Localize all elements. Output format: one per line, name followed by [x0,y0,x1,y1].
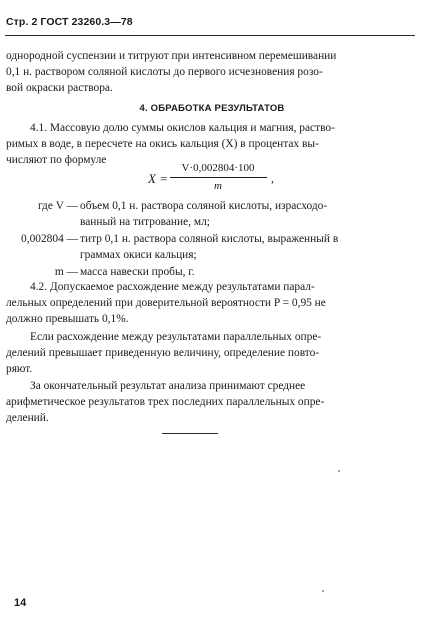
end-divider [162,433,218,434]
formula-numerator: V·0,002804·100 [181,162,255,174]
header-rule [5,35,415,36]
page-number: 14 [14,597,27,609]
legend-term: где V — [37,200,78,212]
scan-speck [338,470,340,472]
pfinal-line-3: делений. [6,412,49,425]
p42-line-2: лельных определений при доверительной вероятности P = 0,95 не [6,297,326,310]
pfinal-line-2: арифметическое результатов трех последних параллельных опре- [6,396,325,409]
intro-line-1: однородной суспензии и титруют при интенсивном перемешивании [6,50,337,62]
legend-definition [80,264,376,280]
p42-line-3: должно превышать 0,1%. [6,313,129,326]
legend-term: 0,002804 — [21,233,78,245]
formula-denominator: m [214,180,222,192]
legend-definition [80,198,376,230]
paragraph-4-2 [6,279,378,328]
paragraph-final [6,378,378,427]
page-header: Стр. 2 ГОСТ 23260.3—78 [6,16,133,28]
pfinal-line-1: За окончательный результат анализа принимают среднее [30,380,306,392]
intro-line-3: вой окраски раствора. [6,82,113,95]
pif-line-1: Если расхождение между результатами параллельных опре- [30,331,322,343]
formula [0,162,424,198]
p42-line-1: 4.2. Допускаемое расхождение между результатами парал- [30,281,315,293]
legend-def-line-1: титр 0,1 н. раствора соляной кислоты, выраженный в [80,233,339,245]
legend-definition [80,231,376,263]
p41-line-2: римых в воде, в пересчете на окись кальция (X) в процентах вы- [6,138,319,151]
legend-def-line-2: ванный на титрование, мл; [80,216,210,228]
fraction-bar [170,177,267,178]
p41-line-1: 4.1. Массовую долю суммы окислов кальция и магния, раство- [30,122,335,134]
scan-speck [322,590,324,592]
pif-line-3: ряют. [6,363,33,376]
pif-line-2: делений превышает приведенную величину, определение повто- [6,347,320,360]
legend-row-m [0,264,424,280]
legend-def-line-1: масса навески пробы, г. [80,266,195,278]
legend-row-titer [0,231,424,263]
legend-term: m — [54,266,78,278]
legend-def-line-2: граммах окиси кальция; [80,249,197,261]
p41-line-3: числяют по формуле [6,154,107,167]
formula-trail: , [271,171,274,185]
legend-row-v [0,198,424,230]
formula-lhs: X = [148,171,168,186]
legend-def-line-1: объем 0,1 н. раствора соляной кислоты, израсходо- [80,200,328,212]
paragraph-if-divergence [6,329,378,378]
intro-paragraph [6,48,378,97]
section-title: 4. ОБРАБОТКА РЕЗУЛЬТАТОВ [139,103,285,114]
intro-line-2: 0,1 н. раствором соляной кислоты до первого исчезновения розо- [6,66,323,79]
